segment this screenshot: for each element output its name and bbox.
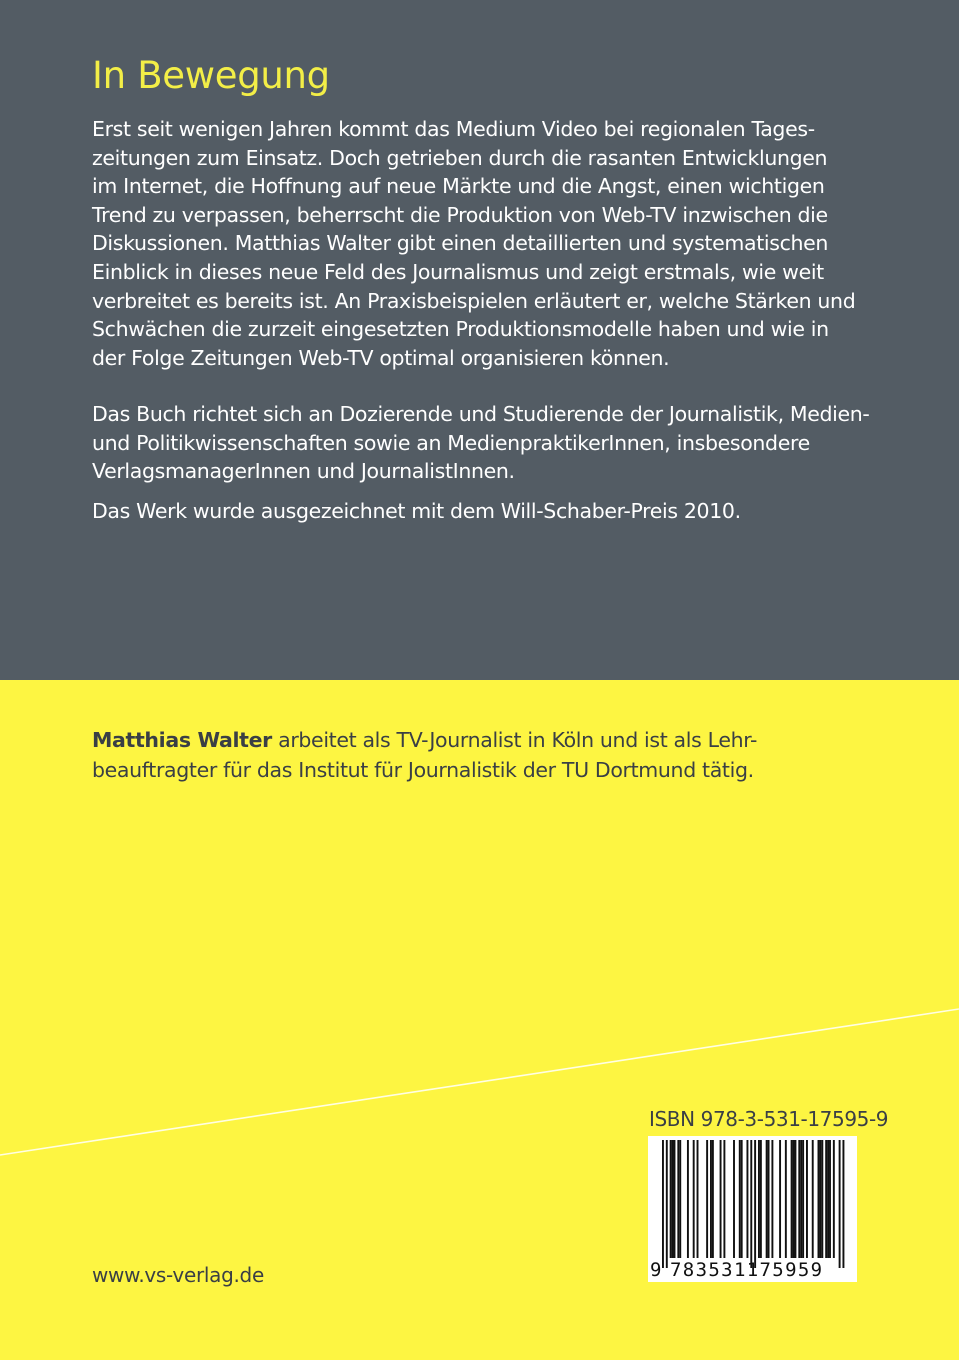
barcode-bar [723,1140,725,1258]
barcode-bar [827,1140,829,1258]
barcode-bar [741,1140,743,1258]
barcode-bar [812,1140,814,1258]
description-paragraph [92,115,882,372]
barcode-bar [785,1140,787,1258]
barcode-bar [833,1140,835,1258]
barcode-bar [798,1140,800,1258]
description-line: zeitungen zum Einsatz. Doch getrieben durch die rasanten Entwicklungen [92,145,828,170]
audience-line: VerlagsmanagerInnen und JournalistInnen. [92,459,515,484]
barcode-bar [842,1140,844,1268]
barcode-bar [825,1140,827,1258]
barcode-bar [706,1140,708,1258]
isbn-label: ISBN 978-3-531-17595-9 [649,1107,889,1131]
barcode-bar [697,1140,699,1258]
audience-line: Das Buch richtet sich an Dozierende und Studierende der Journalistik, Medien- [92,402,870,426]
barcode-bar [760,1140,762,1258]
barcode-bar [712,1140,714,1258]
barcode-bar [806,1140,808,1258]
barcode-bar [746,1140,748,1258]
barcode-bar [800,1140,802,1258]
barcode-lead-digit: 9 [650,1259,662,1281]
barcode-bar [720,1140,722,1258]
barcode-bar [818,1140,820,1258]
barcode-bar [674,1140,676,1258]
barcode-bar [710,1140,712,1258]
barcode-bar [687,1140,689,1258]
barcode-bar [771,1140,773,1258]
barcode-bar [750,1140,752,1268]
description-line: Schwächen die zurzeit eingesetzten Produktionsmodelle haben und wie in [92,317,829,342]
barcode-bar [794,1140,796,1258]
description-line: verbreitet es bereits ist. An Praxisbeispielen erläutert er, welche Stärken und [92,288,856,313]
barcode-number: 783531175959 [670,1259,824,1281]
barcode-bar [766,1140,768,1258]
author-bio [92,726,757,785]
barcode-bar [802,1140,804,1258]
description-line: Trend zu verpassen, beherrscht die Produktion von Web-TV inzwischen die [92,202,828,227]
author-bio-text: arbeitet als TV-Journalist in Köln und ist als Lehr- [271,728,758,752]
publisher-website: www.vs-verlag.de [92,1263,264,1287]
author-bio-line-2: beauftragter für das Institut für Journalistik der TU Dortmund tätig. [92,757,754,782]
barcode-bar [679,1140,681,1258]
award-paragraph [92,497,882,526]
barcode-bar [693,1140,695,1258]
book-title: In Bewegung [92,54,330,97]
barcode-bar [739,1140,741,1258]
barcode-bar [793,1140,795,1258]
barcode-bar [819,1140,821,1258]
audience-line: und Politikwissenschaften sowie an MedienpraktikerInnen, insbesondere [92,430,810,455]
barcode-bar [666,1140,668,1268]
barcode-bar [821,1140,823,1258]
barcode-bar [754,1140,756,1268]
description-line: der Folge Zeitungen Web-TV optimal organisieren können. [92,345,670,370]
barcode-bar [670,1140,672,1258]
barcode [648,1136,857,1282]
award-line: Das Werk wurde ausgezeichnet mit dem Will-Schaber-Preis 2010. [92,499,741,523]
audience-paragraph [92,400,882,486]
barcode-bar [829,1140,831,1258]
barcode-bar [768,1140,770,1258]
author-bio-line-1 [92,726,757,756]
author-name: Matthias Walter [92,728,272,752]
barcode-bar [758,1140,760,1258]
description-line: Einblick in dieses neue Feld des Journalismus und zeigt erstmals, wie weit [92,259,824,284]
barcode-bar [677,1140,679,1258]
barcode-bar [791,1140,793,1258]
barcode-bar [662,1140,664,1268]
description-line: Diskussionen. Matthias Walter gibt einen detaillierten und systematischen [92,231,829,256]
description-line: Erst seit wenigen Jahren kommt das Medium Video bei regionalen Tages- [92,117,815,141]
barcode-bar [779,1140,781,1258]
barcode-bar [672,1140,674,1258]
barcode-bar [839,1140,841,1268]
description-line: im Internet, die Hoffnung auf neue Märkte und die Angst, einen wichtigen [92,174,825,199]
barcode-bar [733,1140,735,1258]
